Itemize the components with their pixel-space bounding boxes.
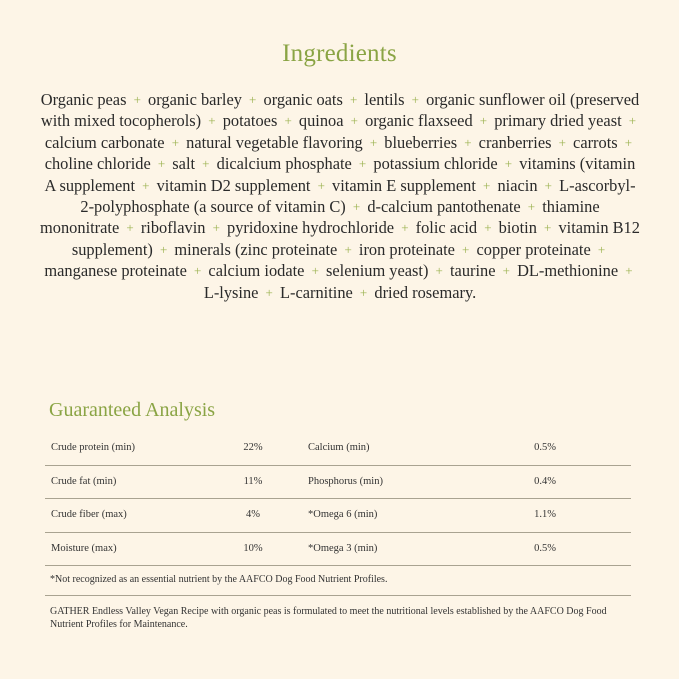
plus-separator-icon: + [544,220,552,236]
ingredient-item: DL-methionine [517,261,619,281]
analysis-row [45,466,631,500]
ingredient-item: blueberries [384,132,458,152]
ingredient-item: iron proteinate [358,239,455,259]
plus-separator-icon: + [401,220,409,236]
plus-separator-icon: + [479,113,488,129]
analysis-row [45,432,631,466]
plus-separator-icon: + [317,177,325,193]
plus-separator-icon: + [193,263,202,279]
ingredient-item: vitamin E supplement [332,175,476,195]
ingredient-item: calcium carbonate [44,132,165,152]
ingredient-item: L-ascorbyl-2-polyphosphate (a source of vitamin C) [80,175,636,217]
plus-separator-icon: + [249,92,257,107]
plus-separator-icon: + [157,156,166,172]
plus-separator-icon: + [159,241,168,257]
plus-separator-icon: + [349,92,358,107]
ingredient-item: cranberries [478,132,552,152]
nutrient-value: 4% [246,509,260,520]
plus-separator-icon: + [352,199,361,215]
ingredient-item: lentils [364,90,405,109]
ingredient-item: niacin [497,175,538,195]
ingredient-item: vitamin B12 supplement) [71,218,640,259]
plus-separator-icon: + [435,263,443,279]
ingredients-list [40,90,640,304]
ingredient-item: minerals (zinc proteinate [174,239,338,259]
ingredient-item: potatoes [222,111,278,131]
ingredient-item: pyridoxine hydrochloride [227,218,395,238]
plus-separator-icon: + [544,177,552,193]
ingredient-item: choline chloride [44,154,151,174]
ingredient-item: d-calcium pantothenate [367,197,521,217]
plus-separator-icon: + [208,113,216,129]
nutrient-value: 0.5% [534,542,556,554]
ingredient-item: dicalcium phosphate [216,154,352,174]
guaranteed-analysis-table [45,432,631,566]
ingredient-item: organic sunflower oil (preserved with mixed tocopherols) [40,90,640,131]
plus-separator-icon: + [369,134,378,150]
plus-separator-icon: + [628,113,637,129]
plus-separator-icon: + [126,220,134,236]
plus-separator-icon: + [558,134,566,150]
nutrient-label: Calcium (min) [308,442,370,453]
ingredient-item: organic barley [148,90,242,109]
ingredient-item: taurine [450,261,496,281]
plus-separator-icon: + [212,220,220,236]
ingredient-item: primary dried yeast [494,111,622,131]
nutrient-label: Moisture (max) [51,542,117,554]
ingredient-item: biotin [498,218,537,238]
aafco-statement: GATHER Endless Valley Vegan Recipe with organic peas is formulated to meet the nutritional levels established by the AAFCO Dog Food Nutrient Profiles for Maintenance. [50,606,607,630]
ingredient-item: potassium chloride [373,154,498,174]
nutrient-value: 10% [243,542,263,554]
ingredient-item: Organic peas [40,90,127,109]
ingredient-item: L-carnitine [280,282,353,302]
plus-separator-icon: + [265,284,273,300]
ingredient-item: quinoa [298,111,344,131]
ingredient-item: organic oats [263,90,343,109]
nutrient-label: *Omega 6 (min) [308,509,378,520]
ingredient-item: manganese proteinate [44,261,187,281]
plus-separator-icon: + [483,177,491,193]
plus-separator-icon: + [597,241,606,257]
plus-separator-icon: + [527,199,536,215]
nutrient-label: *Omega 3 (min) [308,542,378,554]
plus-separator-icon: + [311,263,319,279]
ingredient-item: thiamine mononitrate [40,197,600,238]
nutrient-value: 11% [243,475,263,487]
ingredient-item: vitamin D2 supplement [156,175,311,195]
plus-separator-icon: + [142,177,150,193]
analysis-row [45,533,631,567]
plus-separator-icon: + [464,134,472,150]
ingredient-item: dried rosemary. [374,282,477,302]
guaranteed-analysis-heading: Guaranteed Analysis [49,399,216,421]
plus-separator-icon: + [171,134,180,150]
ingredient-item: L-lysine [203,282,259,302]
plus-separator-icon: + [462,241,470,257]
plus-separator-icon: + [350,113,358,129]
plus-separator-icon: + [502,263,510,279]
nutrient-value: 22% [243,442,263,453]
ingredient-item: organic flaxseed [365,111,473,131]
nutrient-label: Crude fat (min) [51,475,117,487]
ingredients-heading: Ingredients [282,40,397,67]
plus-separator-icon: + [359,284,368,300]
ingredient-item: folic acid [415,218,478,238]
plus-separator-icon: + [624,134,633,150]
ingredient-item: carrots [573,132,618,152]
plus-separator-icon: + [133,92,141,107]
nutrient-value: 1.1% [534,509,556,520]
footnote: *Not recognized as an essential nutrient by the AAFCO Dog Food Nutrient Profiles. [50,574,388,585]
ingredient-item: natural vegetable flavoring [186,132,363,152]
plus-separator-icon: + [202,156,210,172]
nutrient-value: 0.5% [534,442,556,453]
plus-separator-icon: + [344,241,352,257]
plus-separator-icon: + [625,263,633,279]
nutrient-label: Phosphorus (min) [308,475,383,487]
plus-separator-icon: + [484,220,492,236]
analysis-row [45,499,631,533]
plus-separator-icon: + [284,113,292,129]
nutrient-value: 0.4% [534,475,556,487]
ingredient-item: salt [172,154,196,174]
ingredient-item: calcium iodate [208,261,305,281]
plus-separator-icon: + [504,156,513,172]
ingredient-item: selenium yeast) [326,261,429,281]
nutrient-label: Crude fiber (max) [51,509,127,520]
ingredient-item: copper proteinate [476,239,591,259]
ingredient-item: vitamins (vitamin A supplement [44,154,636,195]
nutrient-label: Crude protein (min) [51,442,135,453]
ingredient-item: riboflavin [140,218,206,238]
divider [45,595,631,596]
plus-separator-icon: + [358,156,367,172]
plus-separator-icon: + [411,92,419,107]
